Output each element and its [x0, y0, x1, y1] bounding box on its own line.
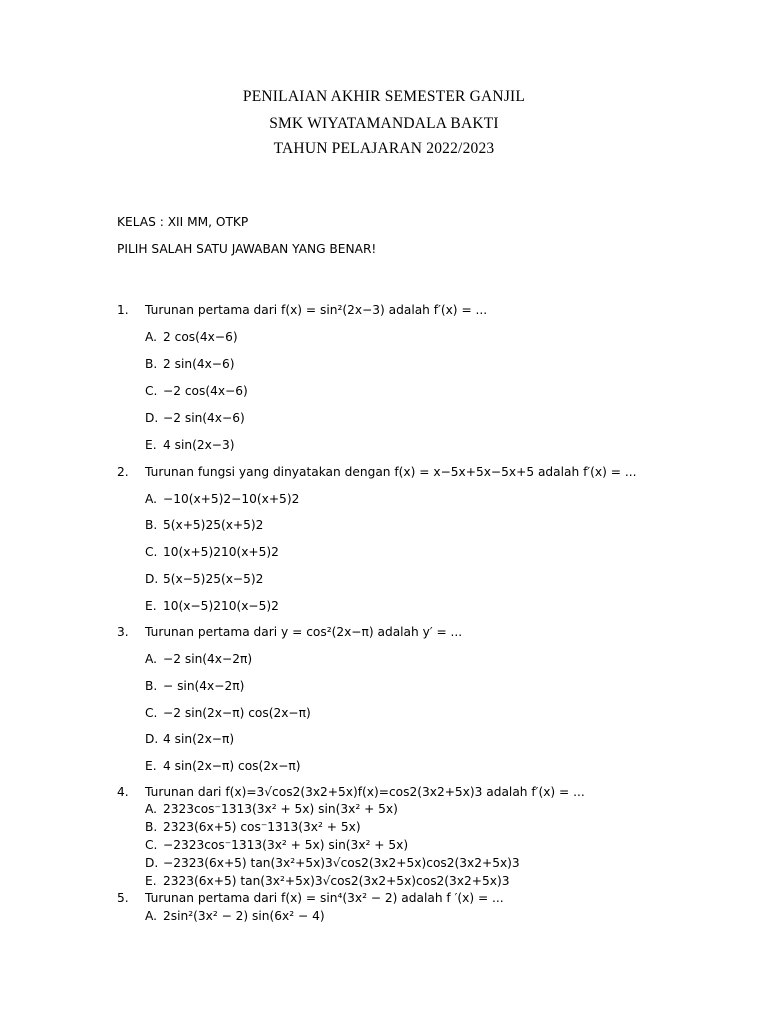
option-4a [145, 802, 398, 816]
option-letter: D. [145, 856, 159, 870]
option-text: −2323(6x+5) tan(3x²+5x)3√cos2(3x2+5x)cos2(3x2+5x)3 [163, 856, 520, 870]
option-letter: C. [145, 384, 158, 398]
question-number: 1. [117, 303, 129, 317]
option-4d [145, 856, 520, 870]
option-text: −2 cos(4x−6) [163, 384, 248, 398]
option-3c [145, 706, 311, 720]
option-letter: B. [145, 518, 158, 532]
question-text: Turunan fungsi yang dinyatakan dengan f(x) = x−5x+5x−5x+5 adalah f′(x) = ... [145, 465, 637, 479]
question-number: 4. [117, 785, 129, 799]
option-text: −2323cos⁻1313(3x² + 5x) sin(3x² + 5x) [163, 838, 409, 852]
option-3e [145, 759, 301, 773]
option-1b [145, 357, 235, 371]
option-text: −2 sin(2x−π) cos(2x−π) [163, 706, 311, 720]
option-3d [145, 732, 234, 746]
option-text: 2323cos⁻1313(3x² + 5x) sin(3x² + 5x) [163, 802, 398, 816]
option-letter: A. [145, 652, 157, 666]
option-text: −10(x+5)2−10(x+5)2 [163, 492, 300, 506]
option-text: − sin(4x−2π) [163, 679, 245, 693]
option-text: 5(x+5)25(x+5)2 [163, 518, 264, 532]
option-letter: D. [145, 572, 159, 586]
option-text: 4 sin(2x−π) cos(2x−π) [163, 759, 301, 773]
option-text: 2 cos(4x−6) [163, 330, 238, 344]
option-4c [145, 838, 408, 852]
option-letter: D. [145, 411, 159, 425]
option-1c [145, 384, 248, 398]
option-2d [145, 572, 263, 586]
question-2 [117, 465, 636, 479]
option-letter: A. [145, 802, 157, 816]
option-text: 2sin²(3x² − 2) sin(6x² − 4) [163, 909, 325, 923]
question-text: Turunan pertama dari f(x) = sin⁴(3x² − 2) adalah f ′(x) = ... [145, 891, 504, 905]
option-letter: A. [145, 492, 157, 506]
option-2c [145, 545, 279, 559]
question-3 [117, 625, 462, 639]
option-1e [145, 438, 235, 452]
option-letter: D. [145, 732, 159, 746]
question-number: 2. [117, 465, 129, 479]
option-1d [145, 411, 245, 425]
option-letter: E. [145, 438, 157, 452]
option-letter: B. [145, 679, 158, 693]
option-letter: B. [145, 357, 158, 371]
question-5 [117, 891, 504, 905]
option-text: 2323(6x+5) tan(3x²+5x)3√cos2(3x2+5x)cos2(3x2+5x)3 [163, 874, 510, 888]
option-letter: C. [145, 706, 158, 720]
option-5a [145, 909, 325, 923]
option-letter: E. [145, 874, 157, 888]
question-number: 3. [117, 625, 129, 639]
option-1a [145, 330, 238, 344]
option-text: 2 sin(4x−6) [163, 357, 235, 371]
option-text: 4 sin(2x−π) [163, 732, 235, 746]
option-4e [145, 874, 509, 888]
option-2e [145, 599, 279, 613]
header-title: PENILAIAN AKHIR SEMESTER GANJIL [242, 88, 526, 105]
option-letter: A. [145, 909, 157, 923]
option-text: 4 sin(2x−3) [163, 438, 235, 452]
option-letter: E. [145, 759, 157, 773]
option-3b [145, 679, 244, 693]
option-2a [145, 492, 299, 506]
option-2b [145, 518, 263, 532]
option-letter: E. [145, 599, 157, 613]
option-text: 10(x+5)210(x+5)2 [163, 545, 279, 559]
option-letter: B. [145, 820, 158, 834]
option-text: 2323(6x+5) cos⁻1313(3x² + 5x) [163, 820, 361, 834]
option-text: −2 sin(4x−2π) [163, 652, 253, 666]
option-letter: C. [145, 838, 158, 852]
question-1 [117, 303, 487, 317]
option-3a [145, 652, 252, 666]
header-school: SMK WIYATAMANDALA BAKTI [269, 115, 499, 132]
option-4b [145, 820, 361, 834]
question-text: Turunan pertama dari f(x) = sin²(2x−3) adalah f′(x) = ... [145, 303, 488, 317]
question-text: Turunan dari f(x)=3√cos2(3x2+5x)f(x)=cos2(3x2+5x)3 adalah f′(x) = ... [145, 785, 585, 799]
option-letter: A. [145, 330, 157, 344]
option-text: 10(x−5)210(x−5)2 [163, 599, 279, 613]
question-4 [117, 785, 585, 799]
option-text: −2 sin(4x−6) [163, 411, 245, 425]
class-info: KELAS : XII MM, OTKP [117, 215, 249, 229]
instruction: PILIH SALAH SATU JAWABAN YANG BENAR! [117, 242, 377, 256]
option-text: 5(x−5)25(x−5)2 [163, 572, 264, 586]
header-year: TAHUN PELAJARAN 2022/2023 [273, 140, 495, 157]
question-number: 5. [117, 891, 129, 905]
option-letter: C. [145, 545, 158, 559]
question-text: Turunan pertama dari y = cos²(2x−π) adalah y′ = ... [145, 625, 463, 639]
